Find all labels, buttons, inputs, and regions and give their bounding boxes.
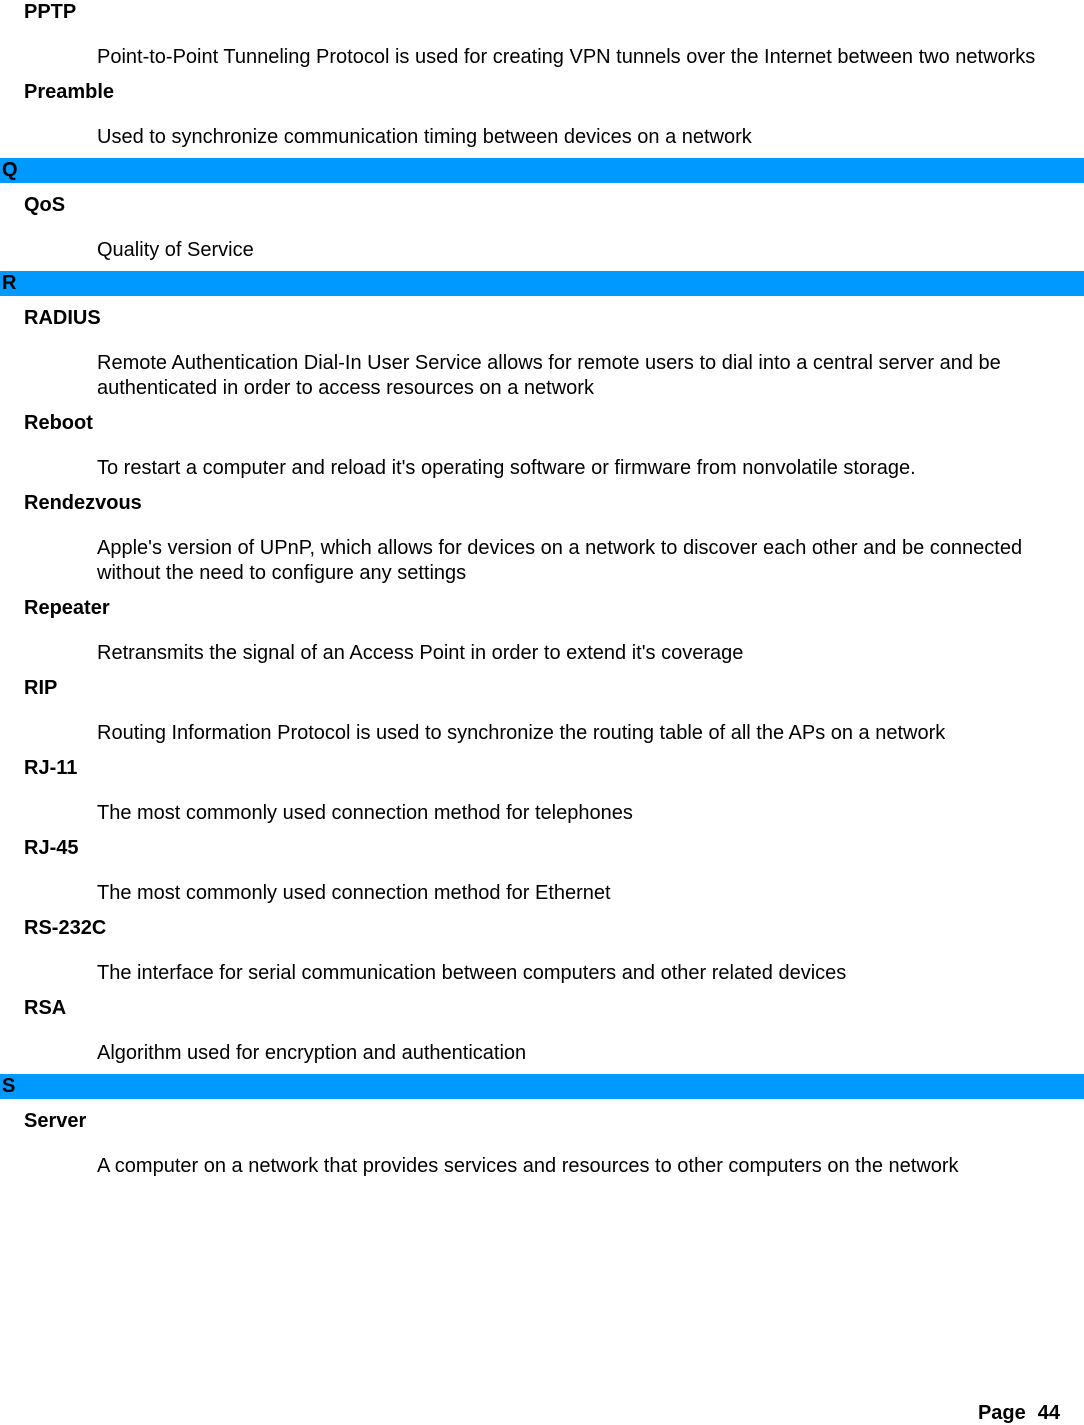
page-footer: [978, 1401, 1060, 1425]
glossary-term: PPTP: [24, 1, 77, 23]
glossary-definition: Point-to-Point Tunneling Protocol is used for creating VPN tunnels over the Internet between two networks: [97, 46, 1036, 68]
glossary-entry: [0, 0, 1084, 70]
glossary-entry: [0, 756, 1084, 826]
glossary-term: RJ-11: [24, 757, 78, 779]
glossary-definition: Routing Information Protocol is used to synchronize the routing table of all the APs on a network: [97, 722, 946, 744]
glossary-entry: [0, 916, 1084, 986]
glossary-entry: [0, 1109, 1084, 1179]
glossary-entry: [0, 411, 1084, 481]
glossary-definition: The most commonly used connection method for telephones: [97, 802, 633, 824]
glossary-definition: The interface for serial communication between computers and other related devices: [97, 962, 847, 984]
glossary-term: Reboot: [24, 412, 93, 434]
page-label: Page: [977, 1402, 1026, 1424]
glossary-entry: [0, 596, 1084, 666]
glossary-definition: The most commonly used connection method for Ethernet: [97, 882, 611, 904]
glossary-term: RSA: [24, 997, 67, 1019]
glossary-term: RS-232C: [24, 917, 107, 939]
glossary-term: RIP: [24, 677, 58, 699]
glossary-term: Repeater: [24, 597, 110, 619]
glossary-term: Rendezvous: [24, 492, 142, 514]
page-number: 44: [1037, 1402, 1060, 1424]
glossary-definition: To restart a computer and reload it's operating software or firmware from nonvolatile storage.: [97, 457, 916, 479]
glossary-definition: Retransmits the signal of an Access Point in order to extend it's coverage: [97, 642, 744, 664]
glossary-entry: [0, 80, 1084, 150]
section-letter-q: Q: [0, 158, 1084, 183]
glossary-definition: Quality of Service: [97, 239, 254, 261]
glossary-definition: Apple's version of UPnP, which allows for devices on a network to discover each other and be connected without the need to configure any settings: [97, 537, 1023, 584]
glossary-definition: Used to synchronize communication timing between devices on a network: [97, 126, 752, 148]
glossary-term: RADIUS: [24, 307, 101, 329]
section-letter-s: S: [0, 1074, 1084, 1099]
glossary-entry: [0, 996, 1084, 1066]
glossary-definition: Algorithm used for encryption and authentication: [97, 1042, 527, 1064]
glossary-definition: A computer on a network that provides services and resources to other computers on the network: [97, 1155, 959, 1177]
glossary-entry: [0, 306, 1084, 401]
glossary-entry: [0, 836, 1084, 906]
glossary-entry: [0, 491, 1084, 586]
glossary-definition: Remote Authentication Dial-In User Service allows for remote users to dial into a central server and be authenticated in order to access resources on a network: [97, 352, 1001, 399]
section-letter-r: R: [0, 271, 1084, 296]
glossary-term: QoS: [24, 194, 66, 216]
glossary-entry: [0, 193, 1084, 263]
glossary-term: Preamble: [24, 81, 115, 103]
glossary-term: Server: [24, 1110, 87, 1132]
glossary-term: RJ-45: [24, 837, 79, 859]
glossary-entry: [0, 676, 1084, 746]
